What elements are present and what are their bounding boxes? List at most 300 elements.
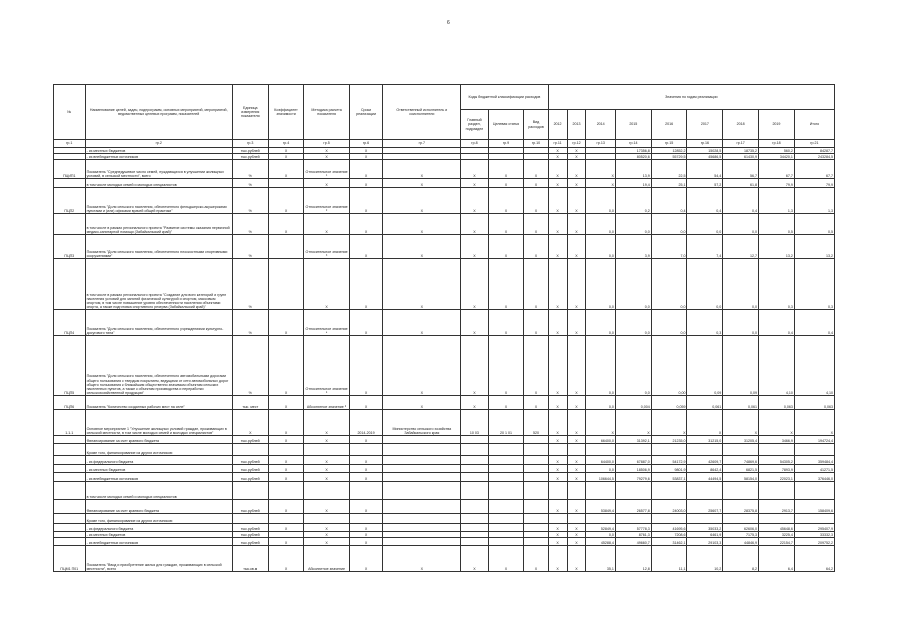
table-cell: 12852,2 — [651, 148, 687, 154]
table-cell: X — [586, 410, 615, 436]
header-year: 2018 — [723, 110, 759, 140]
table-cell: X — [567, 436, 586, 444]
table-cell: 84287,7 — [794, 148, 834, 154]
table-cell: 0,00 — [651, 336, 687, 396]
table-cell — [615, 444, 651, 456]
column-number: гр.3 — [232, 140, 268, 148]
table-cell: X — [383, 188, 461, 214]
table-cell: X — [268, 214, 304, 235]
table-cell: 62606,0 — [723, 524, 759, 532]
table-cell: Относительное значение ² — [304, 188, 349, 214]
table-cell: 295407,9 — [794, 524, 834, 532]
table-cell: X — [349, 188, 383, 214]
table-cell: X — [461, 396, 488, 410]
table-cell: 0,4 — [723, 188, 759, 214]
row-code: ПЦП4 — [54, 310, 86, 336]
table-cell: X — [723, 410, 759, 436]
row-name: - из федерального бюджета — [85, 524, 232, 532]
table-cell: 57778,3 — [615, 524, 651, 532]
table-cell: 209752,2 — [794, 538, 834, 546]
table-row — [54, 482, 835, 500]
row-name: Показатель "Доля сельского населения, обеспеченного фельдшерско-акушерскими пунктами и (или) офисами врачей общей практики" — [85, 188, 232, 214]
table-cell: 22023,1 — [759, 473, 795, 482]
table-cell: 79279,6 — [615, 473, 651, 482]
table-cell — [268, 179, 304, 188]
table-cell: X — [304, 214, 349, 235]
table-cell: X — [349, 524, 383, 532]
table-cell: 0,4 — [651, 188, 687, 214]
table-cell: 0,0 — [615, 336, 651, 396]
table-cell: Относительное значение ¹ — [304, 160, 349, 179]
table-cell: Министерство сельского хозяйства Забайкальского края — [383, 410, 461, 436]
table-cell: X — [488, 235, 524, 259]
table-cell: X — [548, 538, 567, 546]
table-cell: 7175,3 — [723, 532, 759, 538]
row-code — [54, 456, 86, 465]
table-cell: 35033,2 — [687, 524, 723, 532]
row-name: Показатель "Доля сельского населения, обеспеченного автомобильными дорогами общего пользования с твердым покрытием, ведущими от сети автомобильных дорог общего пользования к ближайшим общественно значимым объектам сельских населенных пунктов, а также к объектам производства и переработки сельскохозяйственной продукции" — [85, 336, 232, 396]
table-cell: % — [232, 179, 268, 188]
table-cell: 57,2 — [687, 179, 723, 188]
table-cell: X — [567, 456, 586, 465]
table-cell: Абсолютное значение ⁶ — [304, 396, 349, 410]
table-cell: 0,0 — [586, 310, 615, 336]
table-cell: % — [232, 160, 268, 179]
table-cell: 54,4 — [687, 160, 723, 179]
row-name: Финансирование за счет краевого бюджета — [85, 436, 232, 444]
row-code — [54, 214, 86, 235]
row-code: 1.1.1 — [54, 410, 86, 436]
table-cell: 0,0 — [586, 259, 615, 310]
table-cell: 64400,0 — [586, 456, 615, 465]
row-name: - из внебюджетных источников — [85, 538, 232, 546]
header-year: 2017 — [687, 110, 723, 140]
table-cell: X — [548, 500, 567, 514]
table-cell: 359484,4 — [794, 456, 834, 465]
table-cell: 21235,0 — [651, 436, 687, 444]
row-code — [54, 482, 86, 500]
row-name: в том числе в рамках регионального проекта "Создание для всех категорий и групп населения условий для занятий физической культурой и спортом, массовым спортом, в том числе повышение уровня обеспеченности населения объектами спорта, а также подготовка спортивного резерва (Забайкальский край)" — [85, 259, 232, 310]
table-cell: X — [349, 532, 383, 538]
table-cell: 0,4 — [687, 188, 723, 214]
table-cell: 0,2 — [615, 188, 651, 214]
table-cell: 22154,7 — [759, 538, 795, 546]
column-number: гр.1 — [54, 140, 86, 148]
table-cell: X — [548, 148, 567, 154]
table-cell: 0,09 — [723, 336, 759, 396]
row-name: - из местных бюджетов — [85, 465, 232, 473]
table-cell: X — [268, 524, 304, 532]
table-cell — [687, 514, 723, 524]
table-cell: 42609,7 — [687, 456, 723, 465]
table-cell: 13,2 — [759, 235, 795, 259]
page-number: 6 — [447, 20, 450, 26]
table-cell: X — [524, 310, 548, 336]
table-cell — [268, 235, 304, 259]
table-cell — [488, 456, 524, 465]
table-cell: X — [349, 235, 383, 259]
table-cell — [615, 482, 651, 500]
table-cell: X — [304, 524, 349, 532]
table-cell: 376446,0 — [794, 473, 834, 482]
row-name: Финансирование за счет краевого бюджета — [85, 500, 232, 514]
table-cell: X — [567, 538, 586, 546]
table-cell — [383, 538, 461, 546]
header-no: № — [54, 85, 86, 140]
table-cell: X — [349, 160, 383, 179]
table-cell: X — [383, 546, 461, 572]
table-cell: X — [615, 410, 651, 436]
row-name: Кроме того, финансирование из других источников: — [85, 514, 232, 524]
table-cell: X — [349, 436, 383, 444]
table-cell — [524, 538, 548, 546]
table-cell: X — [268, 473, 304, 482]
table-cell: 0,5 — [759, 214, 795, 235]
table-cell — [794, 444, 834, 456]
table-cell: X — [268, 546, 304, 572]
table-cell: 0,0 — [723, 259, 759, 310]
table-cell: 13,2 — [794, 235, 834, 259]
row-name: Показатель "Доля сельского населения, обеспеченного плоскостными спортивными сооружениями" — [85, 235, 232, 259]
table-cell: 18735,2 — [723, 148, 759, 154]
column-number: гр.9 — [488, 140, 524, 148]
table-cell — [548, 514, 567, 524]
table-cell: 64,2 — [794, 546, 834, 572]
table-cell: X — [304, 465, 349, 473]
table-cell: X — [488, 546, 524, 572]
row-name: - из местных бюджетов — [85, 532, 232, 538]
table-cell — [651, 444, 687, 456]
table-cell: X — [349, 148, 383, 154]
table-cell: тыс.рублей — [232, 538, 268, 546]
table-cell: 0,3 — [759, 259, 795, 310]
column-number: гр.14 — [615, 140, 651, 148]
table-cell: X — [687, 410, 723, 436]
row-code — [54, 436, 86, 444]
column-number: гр.13 — [586, 140, 615, 148]
table-cell: 41271,5 — [794, 465, 834, 473]
table-cell: X — [488, 259, 524, 310]
table-cell: тыс.рублей — [232, 465, 268, 473]
column-number: гр.16 — [687, 140, 723, 148]
table-cell: X — [567, 532, 586, 538]
table-cell — [461, 456, 488, 465]
row-code — [54, 259, 86, 310]
table-cell: 0,063 — [759, 396, 795, 410]
table-cell — [268, 482, 304, 500]
table-cell: 25,1 — [651, 179, 687, 188]
table-cell: X — [567, 410, 586, 436]
table-cell: тыс.рублей — [232, 154, 268, 160]
header-unit: Единица измерения показателя — [232, 85, 268, 140]
table-cell: X — [461, 214, 488, 235]
column-number: гр.2 — [85, 140, 232, 148]
table-cell — [488, 538, 524, 546]
table-cell: X — [461, 160, 488, 179]
table-cell: X — [461, 310, 488, 336]
table-cell: X — [567, 179, 586, 188]
table-cell — [461, 524, 488, 532]
row-name: Показатель "Доля сельского населения, обеспеченного учреждениями культурно-досугового типа" — [85, 310, 232, 336]
table-cell: 0,0 — [723, 310, 759, 336]
column-number: гр.10 — [524, 140, 548, 148]
table-cell: 22,5 — [651, 160, 687, 179]
table-cell — [586, 514, 615, 524]
table-row — [54, 524, 835, 532]
table-cell: 79,9 — [759, 179, 795, 188]
table-cell: 55729,5 — [651, 154, 687, 160]
table-cell — [304, 514, 349, 524]
table-cell — [383, 465, 461, 473]
table-cell — [461, 444, 488, 456]
column-number: гр.5 — [304, 140, 349, 148]
table-cell: 3,9 — [615, 235, 651, 259]
column-number: гр.17 — [723, 140, 759, 148]
table-cell: X — [548, 436, 567, 444]
table-cell: X — [567, 465, 586, 473]
table-cell: 61430,9 — [723, 154, 759, 160]
table-cell: X — [304, 436, 349, 444]
table-cell: 44846,9 — [723, 538, 759, 546]
row-code: ПЦП3 — [54, 235, 86, 259]
table-cell: X — [567, 154, 586, 160]
table-cell — [567, 514, 586, 524]
table-cell — [723, 482, 759, 500]
table-cell: тыс.рублей — [232, 532, 268, 538]
table-cell — [383, 444, 461, 456]
table-cell — [461, 482, 488, 500]
table-cell: 0,4 — [759, 310, 795, 336]
table-cell: 1,3 — [794, 188, 834, 214]
table-cell: 54172,9 — [651, 456, 687, 465]
table-cell: 45686,5 — [687, 154, 723, 160]
table-cell — [383, 514, 461, 524]
table-cell: % — [232, 188, 268, 214]
table-row — [54, 310, 835, 336]
table-cell: 8642,4 — [687, 465, 723, 473]
table-cell: X — [548, 396, 567, 410]
row-code — [54, 473, 86, 482]
table-cell: X — [304, 473, 349, 482]
table-cell: 67,7 — [759, 160, 795, 179]
table-cell: 3225,4 — [759, 532, 795, 538]
table-cell: X — [567, 160, 586, 179]
table-cell: 31462,1 — [651, 538, 687, 546]
table-cell: тыс.рублей — [232, 148, 268, 154]
table-cell: Абсолютное значение — [304, 546, 349, 572]
table-cell: X — [567, 546, 586, 572]
table-cell: 7208,6 — [651, 532, 687, 538]
table-row — [54, 396, 835, 410]
table-cell: 4,10 — [759, 336, 795, 396]
row-code: ПЦП5 — [54, 336, 86, 396]
table-cell: тыс.рублей — [232, 473, 268, 482]
table-cell: 33332,3 — [794, 532, 834, 538]
table-cell: 49660,7 — [615, 538, 651, 546]
table-cell: 0,0 — [586, 336, 615, 396]
table-cell: X — [548, 524, 567, 532]
row-name: Показатель "Количество созданных рабочих мест на селе" — [85, 396, 232, 410]
row-code: ПЦИП1 — [54, 160, 86, 179]
table-cell: X — [349, 396, 383, 410]
table-cell — [759, 444, 795, 456]
table-cell: X — [268, 456, 304, 465]
table-cell: X — [461, 179, 488, 188]
table-cell: X — [524, 160, 548, 179]
table-cell: 0,0 — [651, 259, 687, 310]
table-cell: 0,5 — [794, 214, 834, 235]
table-cell: X — [383, 235, 461, 259]
row-code: ПЦП2 — [54, 188, 86, 214]
column-number: гр.6 — [349, 140, 383, 148]
table-cell: X — [524, 214, 548, 235]
table-cell — [232, 444, 268, 456]
table-cell: 53849,4 — [586, 500, 615, 514]
table-cell: X — [651, 410, 687, 436]
table-cell — [651, 482, 687, 500]
table-cell — [304, 482, 349, 500]
table-cell: X — [567, 336, 586, 396]
table-cell: X — [488, 214, 524, 235]
table-cell — [759, 482, 795, 500]
table-cell — [383, 482, 461, 500]
table-cell — [524, 465, 548, 473]
table-cell — [488, 444, 524, 456]
table-row — [54, 179, 835, 188]
table-cell — [383, 473, 461, 482]
table-row — [54, 436, 835, 444]
table-cell: 31205,4 — [723, 436, 759, 444]
header-year: 2012 — [548, 110, 567, 140]
row-name: Показатель "Ввод и приобретение жилья для граждан, проживающих в сельской местности", всего — [85, 546, 232, 572]
table-cell: X — [268, 310, 304, 336]
table-cell: X — [548, 214, 567, 235]
table-cell — [488, 524, 524, 532]
column-number: гр.8 — [461, 140, 488, 148]
table-cell: X — [304, 154, 349, 160]
table-cell: тыс.рублей — [232, 456, 268, 465]
table-cell: 35,1 — [586, 546, 615, 572]
row-code — [54, 465, 86, 473]
column-number: гр.21 — [794, 140, 834, 148]
row-name: в том числе молодых семей и молодых специалистов — [85, 482, 232, 500]
header-executor: Ответственный исполнитель и соисполнители — [383, 85, 461, 140]
table-cell: 34420,1 — [759, 154, 795, 160]
table-cell: X — [548, 259, 567, 310]
table-cell: X — [461, 259, 488, 310]
table-cell: 67,7 — [794, 160, 834, 179]
table-cell: 18506,9 — [615, 465, 651, 473]
table-cell: X — [567, 473, 586, 482]
table-cell: X — [349, 538, 383, 546]
table-cell: 6,4 — [759, 546, 795, 572]
table-cell: 56,7 — [723, 160, 759, 179]
row-name: - из местных бюджетов — [85, 148, 232, 154]
table-cell: 45648,6 — [759, 524, 795, 532]
table-cell: X — [349, 310, 383, 336]
table-cell: % — [232, 336, 268, 396]
table-cell: 79,9 — [794, 179, 834, 188]
table-cell — [461, 514, 488, 524]
table-cell — [461, 538, 488, 546]
header-sub-head: Главный раздел, подраздел — [461, 110, 488, 140]
row-code — [54, 538, 86, 546]
table-cell — [567, 444, 586, 456]
table-cell: X — [524, 259, 548, 310]
table-cell — [461, 436, 488, 444]
table-cell — [524, 524, 548, 532]
table-cell: X — [268, 160, 304, 179]
table-cell: X — [349, 456, 383, 465]
table-cell — [488, 465, 524, 473]
table-cell: % — [232, 259, 268, 310]
table-cell: 560,2 — [759, 148, 795, 154]
table-body — [54, 148, 835, 572]
table-cell: X — [524, 396, 548, 410]
row-name: - из федерального бюджета — [85, 456, 232, 465]
row-name: - из внебюджетных источников — [85, 154, 232, 160]
table-cell: 0,0 — [586, 235, 615, 259]
table-cell: X — [548, 188, 567, 214]
table-row — [54, 500, 835, 514]
table-cell: X — [548, 310, 567, 336]
table-cell: 74869,6 — [723, 456, 759, 465]
header-year: 2016 — [651, 110, 687, 140]
column-number: гр.4 — [268, 140, 304, 148]
table-cell: X — [349, 214, 383, 235]
column-number: гр.15 — [651, 140, 687, 148]
table-row — [54, 259, 835, 310]
table-cell: X — [349, 179, 383, 188]
table-cell: 0,3 — [687, 310, 723, 336]
table-cell: тыс.рублей — [232, 436, 268, 444]
table-cell: X — [304, 410, 349, 436]
table-cell: X — [524, 188, 548, 214]
table-cell: X — [794, 410, 834, 436]
table-cell: X — [567, 235, 586, 259]
row-name: Показатель "Среднедушевое число семей, нуждающихся в улучшении жилищных условий, в сельской местности", всего — [85, 160, 232, 179]
table-cell — [268, 444, 304, 456]
table-cell: X — [586, 179, 615, 188]
table-cell: X — [268, 465, 304, 473]
table-cell — [794, 514, 834, 524]
table-cell — [794, 482, 834, 500]
table-cell: 24003,0 — [651, 500, 687, 514]
table-cell: X — [349, 259, 383, 310]
table-cell: X — [548, 546, 567, 572]
row-code: ПЦМ1 П01 — [54, 546, 86, 572]
table-cell: 17356,8 — [615, 148, 651, 154]
table-cell: 7,4 — [687, 235, 723, 259]
table-cell: 0,059 — [651, 396, 687, 410]
table-cell — [488, 500, 524, 514]
table-cell — [759, 514, 795, 524]
table-cell: 2913,7 — [759, 500, 795, 514]
table-cell: X — [548, 235, 567, 259]
table-cell — [383, 456, 461, 465]
header-total: Итого — [794, 110, 834, 140]
table-cell — [304, 444, 349, 456]
table-cell: X — [268, 148, 304, 154]
table-cell: X — [268, 154, 304, 160]
table-cell: X — [567, 259, 586, 310]
header-year: 2015 — [615, 110, 651, 140]
table-cell: X — [548, 473, 567, 482]
row-code — [54, 500, 86, 514]
table-cell: X — [524, 336, 548, 396]
table-cell: 0,0 — [586, 396, 615, 410]
table-cell: 7,0 — [651, 235, 687, 259]
